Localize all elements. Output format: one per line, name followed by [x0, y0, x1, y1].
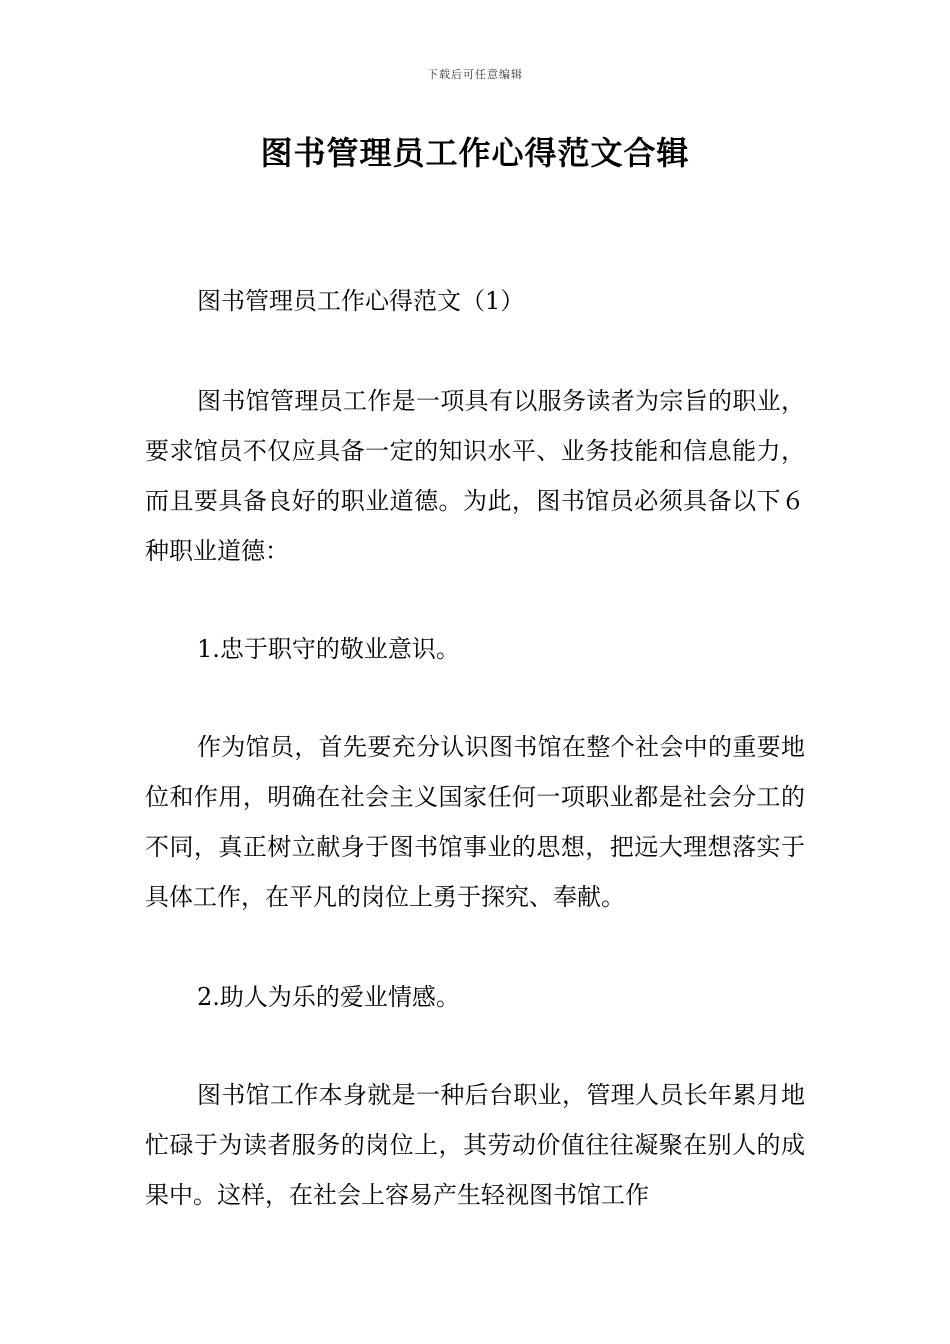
paragraph-dedication: 作为馆员，首先要充分认识图书馆在整个社会中的重要地位和作用，明确在社会主义国家任何一项职业都是社会分工的不同，真正树立献身于图书馆事业的思想，把远大理想落实于具体工作，在平凡的岗位上勇于探究、奉献。: [145, 733, 805, 911]
paragraph-backstage: 图书馆工作本身就是一种后台职业，管理人员长年累月地忙碌于为读者服务的岗位上，其劳动价值往往凝聚在别人的成果中。这样，在社会上容易产生轻视图书馆工作: [145, 1081, 805, 1209]
section-subtitle: 图书管理员工作心得范文（1）: [197, 287, 525, 315]
document-title: 图书管理员工作心得范文合辑: [260, 134, 690, 172]
list-item-2: 2.助人为乐的爱业情感。: [197, 983, 460, 1011]
paragraph-intro: 图书馆管理员工作是一项具有以服务读者为宗旨的职业，要求馆员不仅应具备一定的知识水平、业务技能和信息能力，而且要具备良好的职业道德。为此，图书馆员必须具备以下６种职业道德：: [145, 387, 805, 565]
header-note: 下载后可任意编辑: [427, 68, 523, 81]
list-item-1: 1.忠于职守的敬业意识。: [197, 635, 460, 663]
